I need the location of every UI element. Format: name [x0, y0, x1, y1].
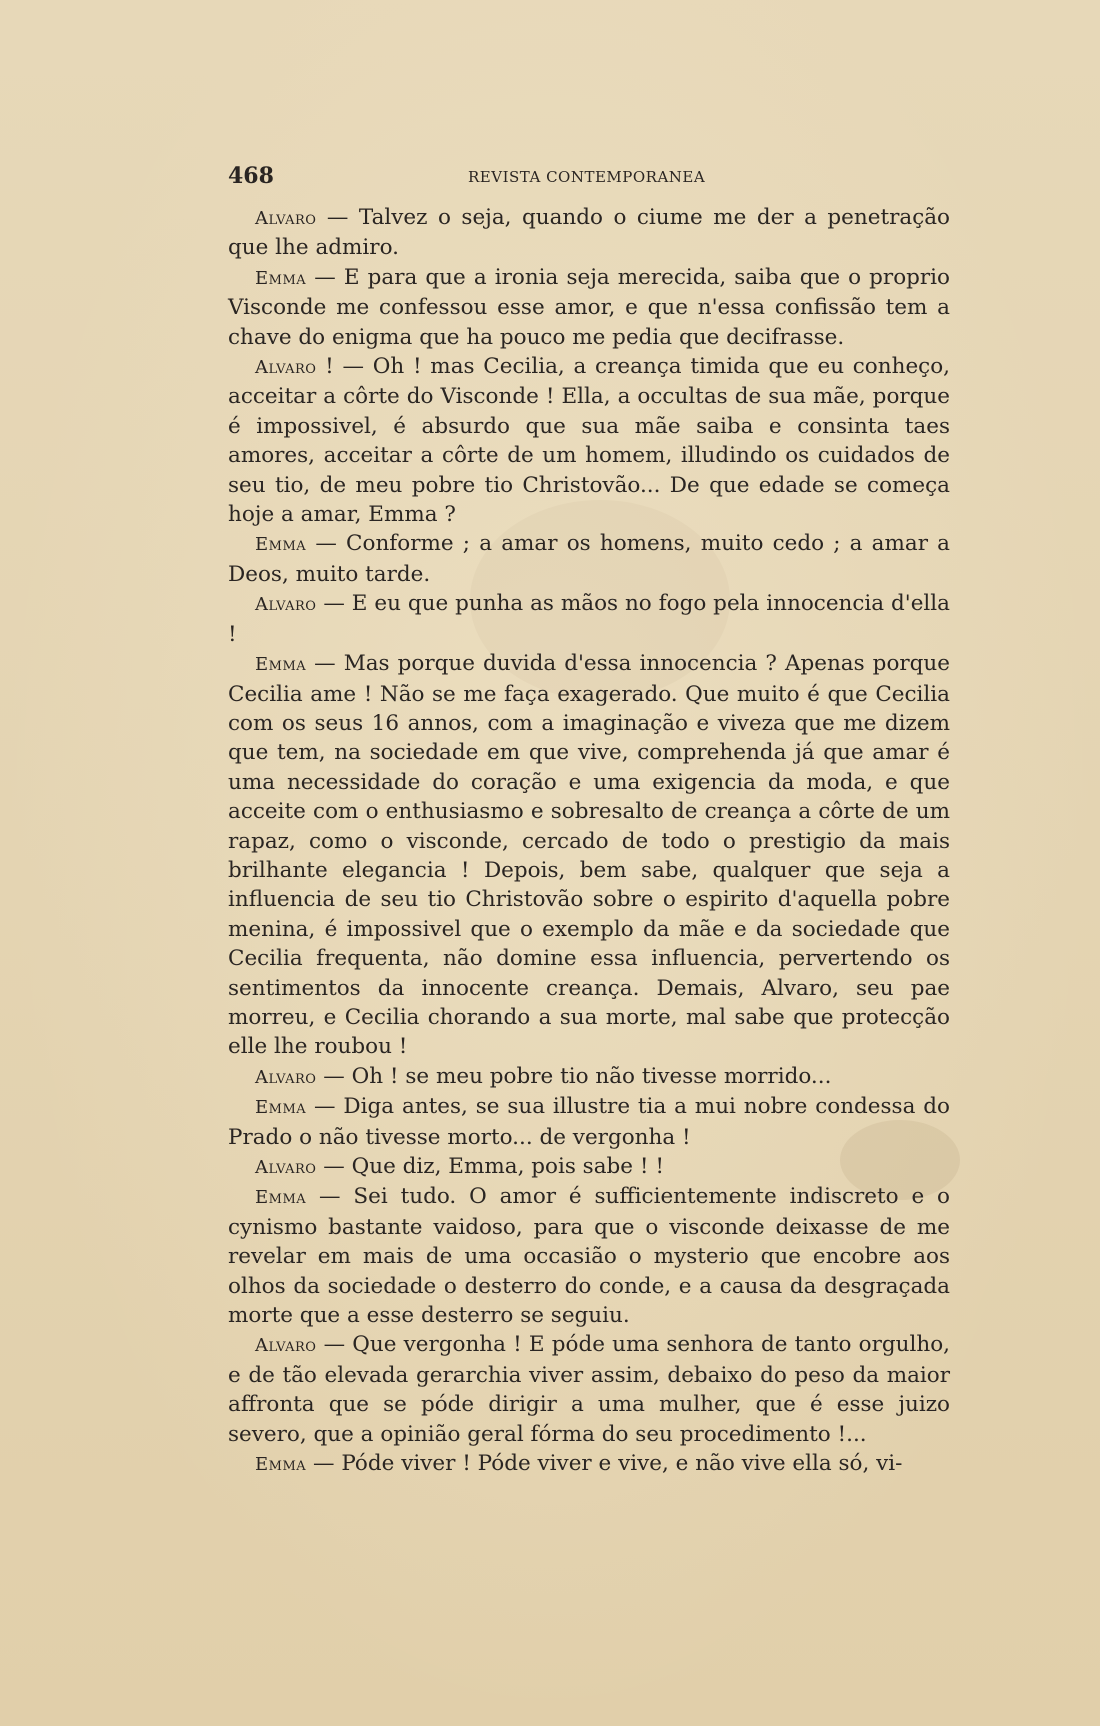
dialogue-paragraph: Alvaro — Que vergonha ! E póde uma senhora de tanto orgulho, e de tão elevada gerarchia viver assim, debaixo do peso da maior affronta que se póde dirigir a uma mulher, que é esse juizo severo, que a opinião geral fórma do seu procedimento !...	[228, 1332, 950, 1447]
speaker-name: Alvaro	[255, 594, 317, 616]
speaker-name: Emma	[255, 534, 307, 556]
page-number: 468	[228, 163, 274, 189]
speaker-name: Emma	[255, 1097, 307, 1119]
speaker-name: Alvaro	[255, 208, 317, 229]
speaker-name: Emma	[255, 654, 307, 676]
dialogue-text: Que diz, Emma, pois sabe ! !	[351, 1154, 664, 1179]
speaker-name: Alvaro	[255, 1335, 317, 1357]
speaker-name: Alvaro	[255, 1066, 317, 1088]
dialogue-paragraph: Emma — Mas porque duvida d'essa innocencia ? Apenas porque Cecilia ame ! Não se me faça exagerado. Que muito é que Cecilia com os seus 16 annos, com a imaginação e viveza que me dizem que tem, na sociedade em que vive, comprehenda já que amar é uma necessidade do coração e uma exigencia da moda, e que acceite com o enthusiasmo e sobresalto de creança a côrte de um rapaz, como o visconde, cercado de todo o prestigio da mais brilhante elegancia ! Depois, bem sabe, qualquer que seja a influencia de seu tio Christovão sobre o espirito d'aquella pobre menina, é impossivel que o exemplo da mãe e da sociedade que Cecilia frequenta, não domine essa influencia, pervertendo os sentimentos da innocente creança. Demais, Alvaro, seu pae morreu, e Cecilia chorando a sua morte, mal sabe que protecção elle lhe roubou !	[228, 651, 951, 1060]
dialogue-paragraph: Alvaro — E eu que punha as mãos no fogo pela innocencia d'ella !	[228, 591, 951, 647]
body-text	[228, 203, 950, 1479]
dialogue-paragraph: Emma — E para que a ironia seja merecida, saiba que o proprio Visconde me confessou esse amor, e que n'essa confissão tem a chave do enigma que ha pouco me pedia que decifrasse.	[228, 264, 951, 350]
dialogue-text: E para que a ironia seja merecida, saiba que o proprio Visconde me confessou esse amor, e que n'essa confissão tem a chave do enigma que ha pouco me pedia que decifrasse.	[228, 264, 951, 350]
dialogue-paragraph: Alvaro — Que diz, Emma, pois sabe ! !	[255, 1154, 664, 1179]
speaker-name: Alvaro	[255, 1157, 317, 1178]
dialogue-text: Sei tudo. O amor é sufficientemente indiscreto e o cynismo bastante vaidoso, para que o visconde deixasse de me revelar em mais de uma occasião o mysterio que encobre aos olhos da sociedade o desterro do conde, e a causa da desgraçada morte que a esse desterro se seguiu.	[228, 1184, 951, 1329]
running-title: REVISTA CONTEMPORANEA	[468, 168, 706, 186]
dialogue-paragraph: Emma — Póde viver ! Póde viver e vive, e não vive ella só, vi-	[255, 1451, 903, 1477]
dialogue-paragraph: Alvaro — Oh ! se meu pobre tio não tivesse morrido...	[255, 1063, 832, 1089]
speaker-name: Emma	[255, 1454, 307, 1476]
dialogue-paragraph: Emma — Diga antes, se sua illustre tia a mui nobre condessa do Prado o não tivesse morto... de vergonha !	[228, 1094, 950, 1150]
speaker-name: Emma	[255, 267, 307, 289]
dialogue-text: Diga antes, se sua illustre tia a mui nobre condessa do Prado o não tivesse morto... de vergonha !	[228, 1094, 950, 1150]
dialogue-text: Oh ! mas Cecilia, a creança timida que eu conheço, acceitar a côrte do Visconde ! Ella, a occultas de sua mãe, porque é impossivel, é absurdo que sua mãe saiba e consinta taes amores, acceitar a côrte de um homem, illudindo os cuidados de seu tio, de meu pobre tio Christovão... De que edade se começa hoje a amar, Emma ?	[228, 354, 950, 528]
dialogue-paragraph: Alvaro ! — Oh ! mas Cecilia, a creança timida que eu conheço, acceitar a côrte do Visconde ! Ella, a occultas de sua mãe, porque é impossivel, é absurdo que sua mãe saiba e consinta taes amores, acceitar a côrte de um homem, illudindo os cuidados de seu tio, de meu pobre tio Christovão... De que edade se começa hoje a amar, Emma ?	[228, 354, 950, 528]
dialogue-text: Conforme ; a amar os homens, muito cedo ; a amar a Deos, muito tarde.	[228, 531, 950, 587]
dialogue-text: Mas porque duvida d'essa innocencia ? Apenas porque Cecilia ame ! Não se me faça exagerado. Que muito é que Cecilia com os seus 16 annos, com a imaginação e viveza que me dizem que tem, na sociedade em que vive, comprehenda já que amar é uma necessidade do coração e uma exigencia da moda, e que acceite com o enthusiasmo e sobresalto de creança a côrte de um rapaz, como o visconde, cercado de todo o prestigio da mais brilhante elegancia ! Depois, bem sabe, qualquer que seja a influencia de seu tio Christovão sobre o espirito d'aquella pobre menina, é impossivel que o exemplo da mãe e da sociedade que Cecilia frequenta, não domine essa influencia, pervertendo os sentimentos da innocente creança. Demais, Alvaro, seu pae morreu, e Cecilia chorando a sua morte, mal sabe que protecção elle lhe roubou !	[228, 651, 951, 1060]
dialogue-paragraph: Alvaro — Talvez o seja, quando o ciume me der a penetração que lhe admiro.	[228, 205, 950, 261]
speaker-name: Alvaro	[255, 357, 317, 379]
dialogue-text: Talvez o seja, quando o ciume me der a penetração que lhe admiro.	[228, 205, 950, 261]
dialogue-text: E eu que punha as mãos no fogo pela innocencia d'ella !	[228, 591, 951, 647]
dialogue-text: Póde viver ! Póde viver e vive, e não vive ella só, vi-	[341, 1451, 903, 1477]
speaker-name: Emma	[255, 1187, 307, 1209]
dialogue-text: Que vergonha ! E póde uma senhora de tanto orgulho, e de tão elevada gerarchia viver assim, debaixo do peso da maior affronta que se póde dirigir a uma mulher, que é esse juizo severo, que a opinião geral fórma do seu procedimento !...	[228, 1332, 950, 1447]
page-header	[228, 163, 948, 193]
dialogue-paragraph: Emma — Conforme ; a amar os homens, muito cedo ; a amar a Deos, muito tarde.	[228, 531, 950, 587]
dialogue-paragraph: Emma — Sei tudo. O amor é sufficientemente indiscreto e o cynismo bastante vaidoso, para que o visconde deixasse de me revelar em mais de uma occasião o mysterio que encobre aos olhos da sociedade o desterro do conde, e a causa da desgraçada morte que a esse desterro se seguiu.	[228, 1184, 951, 1329]
dialogue-text: Oh ! se meu pobre tio não tivesse morrido...	[351, 1063, 832, 1089]
